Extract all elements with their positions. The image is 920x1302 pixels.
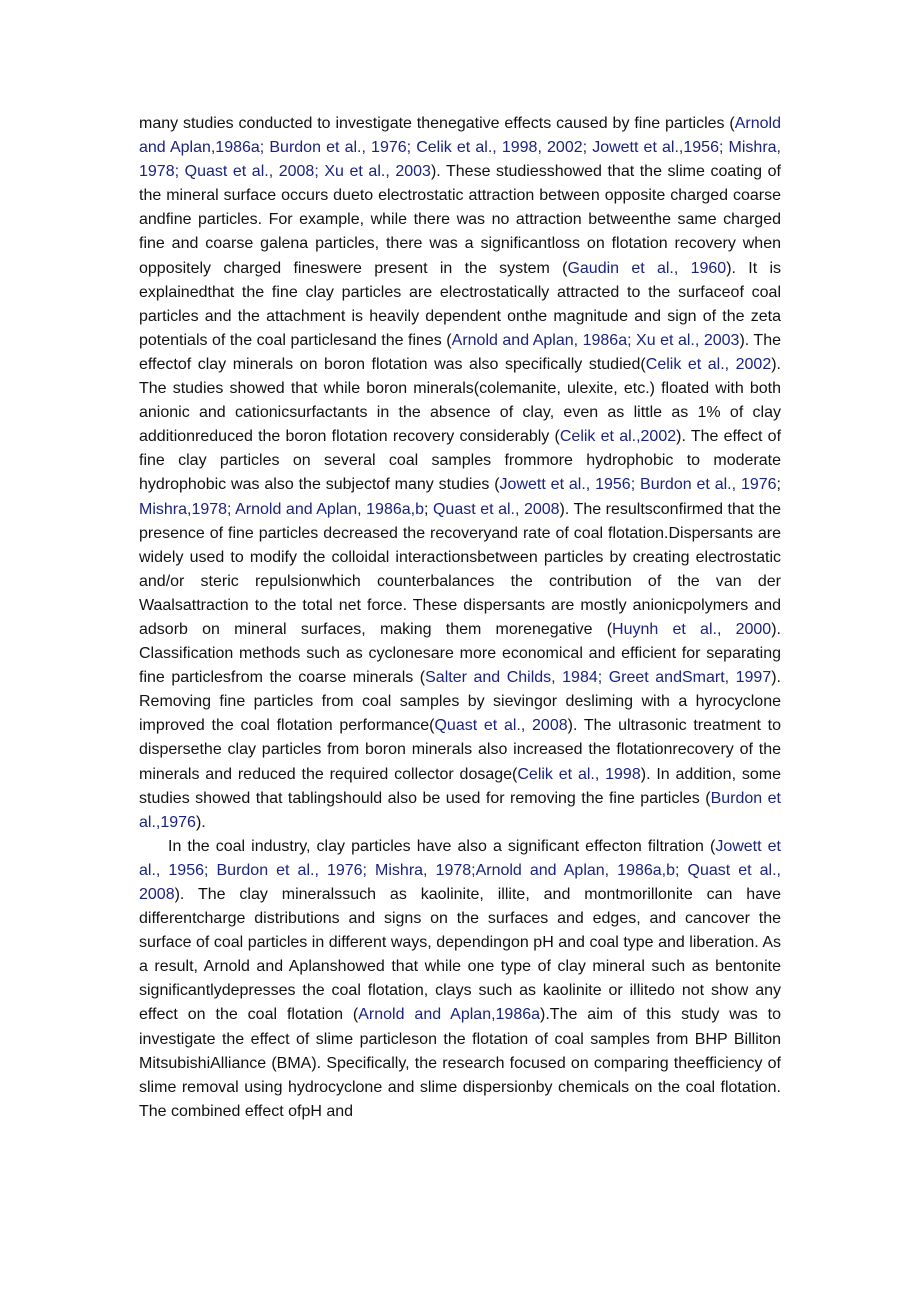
body-text: ). The clay mineralssuch as kaolinite, illite, and montmorillonite can have differentcharge distributions and signs on the surfaces and edges, and cancover the surface of coal particles in different ways, dependingon pH and coal type and liberation. As a result, Arnold and Aplanshowed that while one type of clay mineral such as bentonite significantlydepresses the coal flotation, clays such as kaolinite or illitedo not show any effect on the coal flotation ( <box>139 886 781 1024</box>
citation-link[interactable]: Burdon et al.,1976 <box>139 789 782 831</box>
paragraph <box>139 835 781 1124</box>
citation-link[interactable]: Salter and Childs, 1984; Greet andSmart, 1997 <box>425 669 772 687</box>
body-text: ; <box>424 500 433 518</box>
citation-link[interactable]: Quast et al., 2008 <box>432 500 560 518</box>
citation-link[interactable]: Huynh et al., 2000 <box>612 620 772 638</box>
citation-link[interactable]: Mishra,1978; Arnold and Aplan, 1986a,b <box>139 500 424 518</box>
body-text: ). It is explainedthat the fine clay particles are electrostatically attracted to the surfaceof coal particles and the attachment is heavily dependent onthe magnitude and sign of the zeta potentials of the coal particlesand the fines ( <box>139 259 782 349</box>
body-text: ). The ultrasonic treatment to dispersethe clay particles from boron minerals also increased the flotationrecovery of the minerals and reduced the required collector dosage( <box>139 717 781 783</box>
citation-link[interactable]: Gaudin et al., 1960 <box>567 259 727 277</box>
body-text: ). The effect of fine clay particles on several coal samples frommore hydrophobic to moderate hydrophobic was also the subjectof many studies ( <box>139 428 782 494</box>
citation-link[interactable]: Arnold and Aplan, 1986a; Xu et al., 2003 <box>451 331 740 349</box>
body-text: many studies conducted to investigate thenegative effects caused by fine particles ( <box>139 115 735 132</box>
body-text: ). The resultsconfirmed that the presence of fine particles decreased the recoveryand rate of coal flotation.Dispersants are widely used to modify the colloidal interactionsbetween particles by creating electrostatic and/or steric repulsionwhich counterbalances the contribution of the van der Waalsattraction to the total net force. These dispersants are mostly anionicpolymers and adsorb on mineral surfaces, making them morenegative ( <box>139 500 782 638</box>
body-text: In the coal industry, clay particles have also a significant effecton filtration ( <box>168 837 716 855</box>
citation-link[interactable]: Arnold and Aplan,1986a <box>358 1006 541 1024</box>
body-text: ). The studies showed that while boron minerals(colemanite, ulexite, etc.) floated with both anionic and cationicsurfactants in the absence of clay, even as little as 1% of clay additionreduced the boron flotation recovery considerably ( <box>139 355 781 446</box>
citation-link[interactable]: Celik et al.,2002 <box>559 428 677 446</box>
body-text: ).The aim of this study was to investigate the effect of slime particleson the flotation of coal samples from BHP Billiton MitsubishiAlliance (BMA). Specifically, the research focused on comparing theefficiency of slime removal using hydrocyclone and slime dispersionby chemicals on the coal flotation. The combined effect ofpH and <box>139 1006 782 1120</box>
citation-link[interactable]: Jowett et al., 1956; Burdon et al., 1976; Mishra, 1978;Arnold and Aplan, 1986a,b; Quast et al., 2008 <box>139 837 781 903</box>
body-text: ; <box>776 476 781 494</box>
body-text: ). Classification methods such as cyclonesare more economical and efficient for separating fine particlesfrom the coarse minerals ( <box>139 620 781 687</box>
citation-link[interactable]: Celik et al., 2002 <box>645 355 772 373</box>
body-text: ). Removing fine particles from coal samples by sievingor desliming with a hyrocyclone improved the coal flotation performance( <box>139 669 781 735</box>
body-text: ). The effectof clay minerals on boron flotation was also specifically studied( <box>139 331 782 373</box>
citation-link[interactable]: Celik et al., 1998 <box>517 765 641 783</box>
body-text: ). In addition, some studies showed that tablingshould also be used for removing the fine particles ( <box>139 765 781 807</box>
paragraph <box>139 112 781 835</box>
document-body <box>139 112 781 1124</box>
citation-link[interactable]: Quast et al., 2008 <box>434 717 568 735</box>
citation-link[interactable]: Arnold and Aplan,1986a; Burdon et al., 1976; Celik et al., 1998, 2002; Jowett et al.,1956; Mishra, 1978; Quast et al., 2008; Xu et al., 2003 <box>139 115 781 181</box>
citation-link[interactable]: Jowett et al., 1956; Burdon et al., 1976 <box>499 476 777 494</box>
body-text: ). <box>195 813 206 831</box>
body-text: ). These studiesshowed that the slime coating of the mineral surface occurs dueto electrostatic attraction between opposite charged coarse andfine particles. For example, while there was no attraction betweenthe same charged fine and coarse galena particles, there was a significantloss on flotation recovery when oppositely charged fineswere present in the system ( <box>139 163 781 277</box>
